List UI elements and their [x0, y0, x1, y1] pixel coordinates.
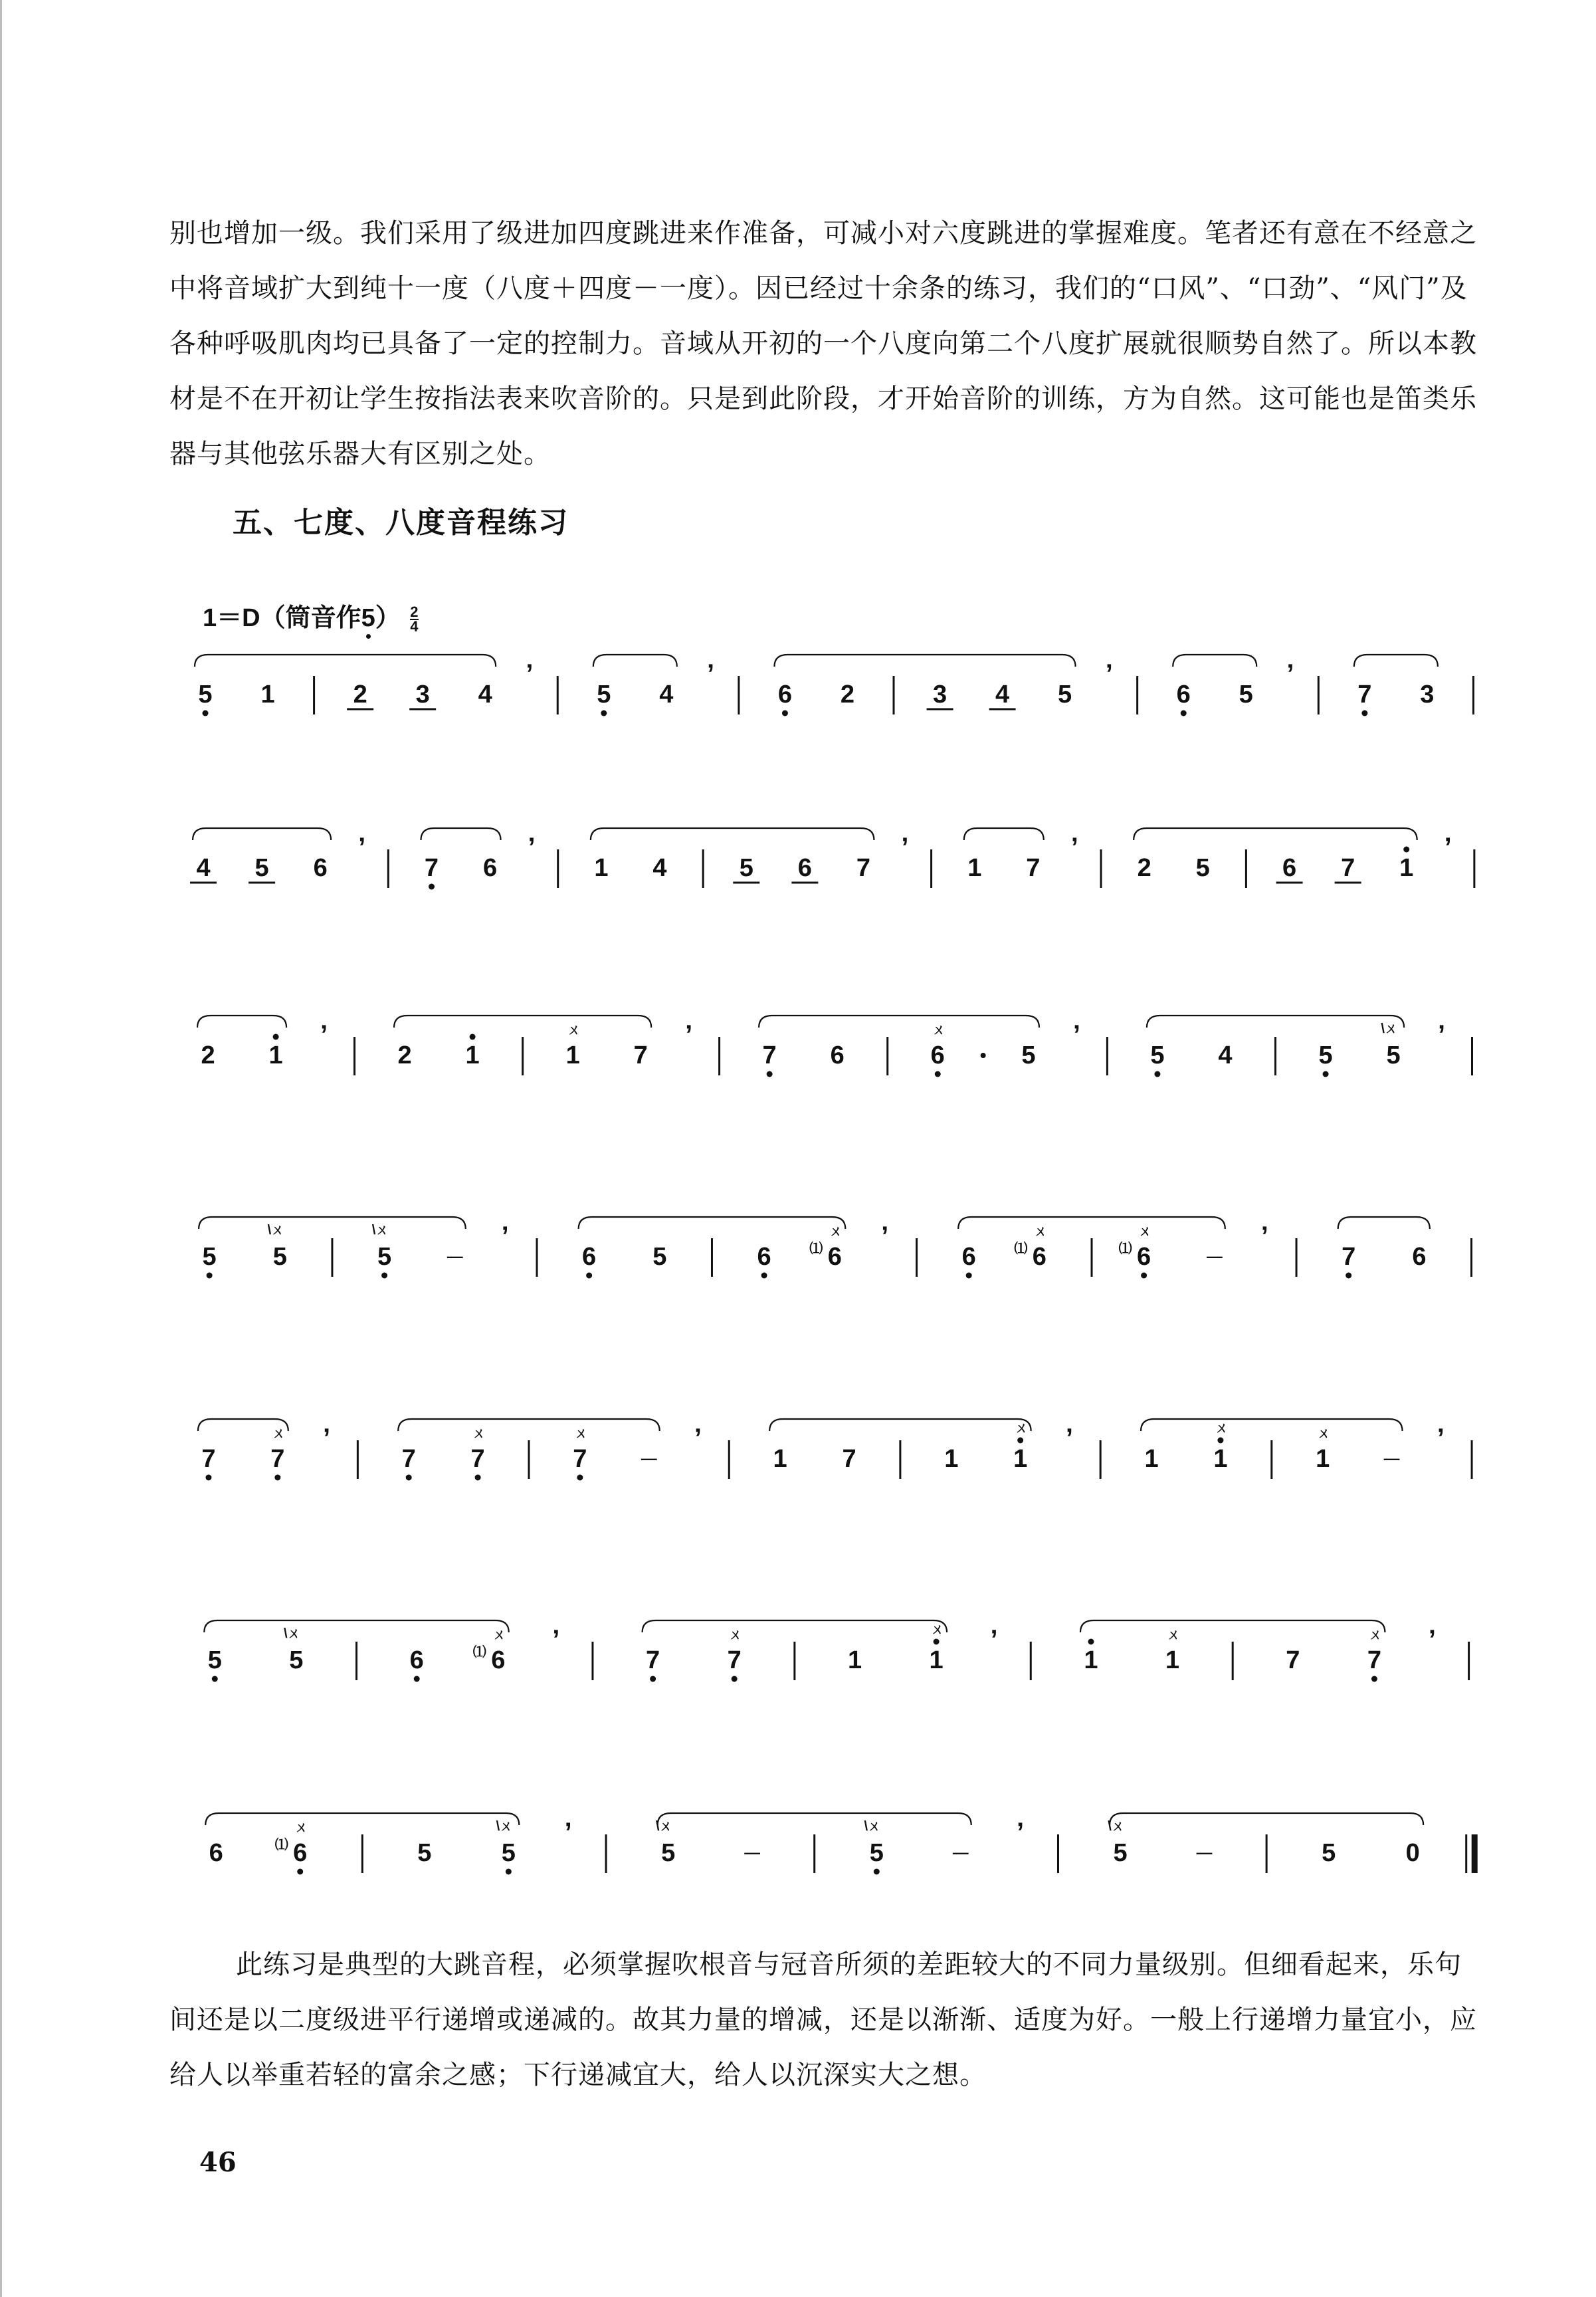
breath-mark: ’ [1072, 1020, 1081, 1049]
phrase-slur [658, 1813, 971, 1825]
low-octave-dot [767, 1071, 773, 1077]
low-octave-dot [207, 1273, 213, 1279]
low-octave-dot [601, 711, 607, 716]
flutter-mark: \ㄨ [496, 1819, 514, 1834]
note-5: 5 [272, 1243, 287, 1271]
sustain-dash: － [1381, 1450, 1402, 1472]
phrase-slur [964, 828, 1044, 840]
time-bottom: 4 [410, 617, 419, 635]
note-6: 6 [491, 1646, 506, 1674]
overblow-mark: ㄨ [829, 1224, 843, 1239]
note-1: 1 [565, 1041, 580, 1069]
phrase-slur [398, 1419, 660, 1431]
overblow-mark: ㄨ [1369, 1628, 1383, 1642]
note-5: 5 [661, 1839, 676, 1867]
note-7: 7 [727, 1646, 742, 1674]
note-3: 3 [933, 681, 948, 709]
note-6: 6 [777, 681, 793, 709]
note-7: 7 [856, 854, 871, 882]
key-close: ） [375, 604, 401, 632]
phrase-slur [394, 1016, 651, 1028]
note-2: 2 [201, 1041, 215, 1069]
phrase-slur [204, 1620, 508, 1632]
breath-mark: ’ [323, 1424, 331, 1453]
note-5: 5 [1386, 1041, 1401, 1069]
note-4: 4 [659, 681, 674, 709]
low-octave-dot [203, 711, 209, 716]
high-octave-dot [1017, 1438, 1023, 1444]
low-octave-dot [475, 1475, 481, 1481]
note-2: 2 [397, 1041, 412, 1069]
breath-mark: ’ [358, 833, 366, 862]
note-7: 7 [424, 854, 439, 882]
note-2: 2 [840, 681, 855, 709]
note-6: 6 [1412, 1243, 1427, 1271]
breath-mark: ’ [1444, 833, 1452, 862]
flutter-mark: \ㄨ [371, 1223, 389, 1238]
breath-mark: ’ [901, 833, 909, 862]
low-octave-dot [381, 1273, 387, 1279]
overblow-mark: ㄨ [567, 1023, 581, 1038]
note-5: 5 [739, 854, 753, 882]
phrase-slur [1080, 1620, 1385, 1632]
sustain-dash: － [742, 1844, 763, 1866]
breath-mark: ’ [1065, 1424, 1073, 1453]
phrase-slur [1338, 1217, 1430, 1229]
note-5: 5 [1021, 1041, 1036, 1069]
low-octave-dot [1154, 1071, 1160, 1077]
note-6: 6 [961, 1243, 976, 1271]
breath-mark: ’ [526, 659, 534, 689]
note-5: 5 [198, 681, 213, 709]
flutter-mark: \ㄨ [267, 1223, 285, 1238]
note-6: 6 [1137, 1243, 1151, 1271]
note-6: 6 [209, 1839, 223, 1867]
note-7: 7 [633, 1041, 648, 1069]
note-5: 5 [289, 1646, 304, 1674]
note-6: 6 [1032, 1243, 1047, 1271]
breath-mark: ’ [1286, 659, 1294, 689]
note-5: 5 [254, 854, 269, 882]
final-bar-thick [1472, 1834, 1478, 1873]
note-7: 7 [762, 1041, 777, 1069]
low-octave-dot [586, 1273, 592, 1279]
note-1: 1 [773, 1445, 787, 1473]
note-6: 6 [797, 854, 812, 882]
note-1: 1 [1084, 1646, 1098, 1674]
note-3: 3 [415, 681, 430, 709]
note-1: 1 [1399, 854, 1414, 882]
breath-mark: ’ [1070, 833, 1078, 862]
note-4: 4 [196, 854, 211, 882]
low-octave-dot [1361, 711, 1367, 716]
low-octave-dot [577, 1475, 583, 1481]
phrase-slur [195, 655, 496, 667]
note-1: 1 [967, 854, 982, 882]
high-octave-dot [1403, 847, 1409, 853]
high-octave-dot [1088, 1639, 1094, 1645]
dotted-rhythm-dot [981, 1053, 986, 1058]
phrase-slur [1141, 1419, 1403, 1431]
note-1: 1 [944, 1445, 959, 1473]
low-octave-dot [782, 711, 788, 716]
note-5: 5 [377, 1243, 392, 1271]
note-7: 7 [1341, 854, 1355, 882]
section-heading: 五、七度、八度音程练习 [233, 506, 569, 540]
low-octave-dot [429, 884, 435, 890]
high-octave-dot [273, 1034, 279, 1040]
breath-mark: ’ [320, 1020, 328, 1049]
overblow-mark: ㄨ [729, 1628, 743, 1642]
note-5: 5 [652, 1243, 667, 1271]
overblow-mark: ㄨ [1317, 1426, 1331, 1441]
note-5: 5 [869, 1839, 884, 1867]
phrase-slur [197, 1016, 286, 1028]
breath-mark: ’ [501, 1222, 509, 1251]
breath-mark: ’ [1016, 1818, 1025, 1847]
note-6: 6 [409, 1646, 424, 1674]
low-octave-dot [761, 1273, 767, 1279]
note-6: 6 [1176, 681, 1191, 709]
note-5: 5 [1113, 1839, 1128, 1867]
low-octave-dot [732, 1676, 738, 1682]
note-7: 7 [842, 1445, 856, 1473]
high-octave-dot [934, 1639, 940, 1645]
phrase-slur [591, 828, 874, 840]
breath-mark: ’ [1260, 1222, 1268, 1251]
phrase-slur [421, 828, 500, 840]
note-6: 6 [582, 1243, 597, 1271]
low-octave-dot [1346, 1273, 1351, 1279]
overblow-mark: ㄨ [294, 1820, 308, 1835]
breath-mark: ’ [552, 1625, 560, 1654]
phrase-slur [1354, 655, 1438, 667]
note-6: 6 [293, 1839, 308, 1867]
sustain-dash: － [1194, 1844, 1215, 1866]
note-1: 1 [594, 854, 609, 882]
low-octave-dot [212, 1676, 218, 1682]
high-octave-dot [470, 1034, 476, 1040]
phrase-slur [579, 1217, 846, 1229]
note-5: 5 [207, 1646, 222, 1674]
note-1: 1 [1316, 1445, 1330, 1473]
note-6: 6 [827, 1243, 842, 1271]
note-4: 4 [995, 681, 1010, 709]
note-1: 1 [1165, 1646, 1180, 1674]
note-4: 4 [478, 681, 492, 709]
overblow-mark: ㄨ [931, 1622, 945, 1637]
sustain-dash: － [639, 1450, 659, 1472]
note-0: 0 [1405, 1839, 1420, 1867]
note-7: 7 [1342, 1243, 1356, 1271]
low-octave-dot [966, 1273, 972, 1279]
phrase-slur [774, 655, 1075, 667]
grace-mark: ⑴ [809, 1242, 823, 1256]
overblow-mark: ㄨ [472, 1426, 486, 1441]
note-7: 7 [1026, 854, 1041, 882]
note-7: 7 [470, 1445, 485, 1473]
page-number: 46 [199, 2147, 237, 2178]
note-4: 4 [652, 854, 667, 882]
phrase-slur [1147, 1016, 1404, 1028]
overblow-mark: ㄨ [1015, 1421, 1029, 1436]
phrase-slur [958, 1217, 1225, 1229]
note-3: 3 [1420, 681, 1435, 709]
grace-mark: ⑴ [472, 1645, 486, 1660]
phrase-slur [205, 1813, 519, 1825]
low-octave-dot [414, 1676, 420, 1682]
breath-mark: ’ [528, 833, 536, 862]
breath-mark: ’ [1438, 1020, 1446, 1049]
breath-mark: ’ [706, 659, 715, 689]
low-octave-dot [650, 1676, 656, 1682]
closing-paragraph: 此练习是典型的大跳音程，必须掌握吹根音与冠音所须的差距较大的不同力量级别。但细看起来，乐句间还是以二度级进平行递增或递减的。故其力量的增减，还是以渐渐、适度为好。一般上行递增力量宜小，应给人以举重若轻的富余之感；下行递减宜大，给人以沉深实大之想。 [169, 1949, 1477, 2090]
breath-mark: ’ [990, 1625, 998, 1654]
note-1: 1 [847, 1646, 862, 1674]
note-1: 1 [929, 1646, 944, 1674]
note-5: 5 [1150, 1041, 1165, 1069]
note-6: 6 [1282, 854, 1297, 882]
note-6: 6 [313, 854, 328, 882]
flutter-mark: \ㄨ [284, 1626, 301, 1641]
note-5: 5 [1318, 1041, 1333, 1069]
note-7: 7 [646, 1646, 660, 1674]
note-5: 5 [202, 1243, 217, 1271]
overblow-mark: ㄨ [574, 1426, 588, 1441]
low-octave-dot [506, 1869, 512, 1875]
note-7: 7 [270, 1445, 285, 1473]
flutter-mark: \ㄨ [655, 1819, 673, 1834]
note-6: 6 [930, 1041, 945, 1069]
note-6: 6 [482, 854, 498, 882]
low-octave-dot [935, 1071, 941, 1077]
note-6: 6 [757, 1243, 771, 1271]
low-octave-dot [297, 1869, 303, 1875]
note-1: 1 [260, 681, 275, 709]
low-octave-dot [1371, 1676, 1377, 1682]
low-octave-dot [1323, 1071, 1329, 1077]
phrase-slur [1134, 828, 1417, 840]
grace-mark: ⑴ [274, 1838, 288, 1852]
sustain-dash: － [1204, 1248, 1225, 1269]
note-7: 7 [201, 1445, 216, 1473]
overblow-mark: ㄨ [1215, 1421, 1229, 1436]
sustain-dash: － [445, 1248, 465, 1269]
overblow-mark: ㄨ [1138, 1224, 1152, 1239]
note-7: 7 [1357, 681, 1372, 709]
overblow-mark: ㄨ [492, 1628, 506, 1642]
breath-mark: ’ [564, 1818, 572, 1847]
intro-paragraph: 别也增加一级。我们采用了级进加四度跳进来作准备，可减小对六度跳进的掌握难度。笔者还有意在不经意之中将音域扩大到纯十一度（八度＋四度－一度）。因已经过十余条的练习，我们的“口风”、“口劲”、“风门”及各种呼吸肌肉均已具备了一定的控制力。音域从开初的一个八度向第二个八度扩展就很顺势自然了。所以本教材是不在开初让学生按指法表来吹音阶的。只是到此阶段，才开始音阶的训练，方为自然。这可能也是笛类乐器与其他弦乐器大有区别之处。 [169, 218, 1477, 469]
phrase-slur [769, 1419, 1031, 1431]
key-label: 1＝D（筒音作 [203, 604, 361, 632]
grace-mark: ⑴ [1118, 1242, 1132, 1256]
note-1: 1 [1144, 1445, 1159, 1473]
low-octave-dot [1141, 1273, 1147, 1279]
phrase-slur [643, 1620, 947, 1632]
overblow-mark: ㄨ [932, 1023, 946, 1038]
breath-mark: ’ [1437, 1424, 1445, 1453]
note-5: 5 [1322, 1839, 1336, 1867]
key-tonic-note: 5 [361, 604, 375, 632]
note-5: 5 [417, 1839, 432, 1867]
note-2: 2 [1137, 854, 1151, 882]
phrase-slur [199, 1217, 466, 1229]
note-5: 5 [501, 1839, 516, 1867]
note-4: 4 [1218, 1041, 1233, 1069]
low-octave-dot [874, 1869, 880, 1875]
breath-mark: ’ [694, 1424, 702, 1453]
overblow-mark: ㄨ [272, 1426, 286, 1441]
phrase-slur [1173, 655, 1256, 667]
note-7: 7 [1286, 1646, 1300, 1674]
note-2: 2 [353, 681, 367, 709]
low-octave-dot [205, 1475, 211, 1481]
breath-mark: ’ [685, 1020, 693, 1049]
note-7: 7 [573, 1445, 587, 1473]
phrase-slur [193, 828, 331, 840]
low-octave-dot [274, 1475, 280, 1481]
note-7: 7 [401, 1445, 416, 1473]
note-5: 5 [1195, 854, 1210, 882]
flutter-mark: \ㄨ [864, 1819, 882, 1834]
phrase-slur [593, 655, 677, 667]
time-top: 2 [410, 603, 419, 620]
low-octave-dot [406, 1475, 412, 1481]
note-5: 5 [1239, 681, 1253, 709]
note-1: 1 [1013, 1445, 1028, 1473]
note-1: 1 [465, 1041, 480, 1069]
note-1: 1 [1213, 1445, 1228, 1473]
overblow-mark: ㄨ [1167, 1628, 1181, 1642]
flutter-mark: \ㄨ [1108, 1819, 1125, 1834]
note-7: 7 [1367, 1646, 1381, 1674]
phrase-slur [759, 1016, 1039, 1028]
high-octave-dot [1217, 1438, 1223, 1444]
phrase-slur [1110, 1813, 1423, 1825]
grace-mark: ⑴ [1014, 1242, 1028, 1256]
sustain-dash: － [950, 1844, 971, 1866]
note-5: 5 [1058, 681, 1072, 709]
note-6: 6 [830, 1041, 845, 1069]
note-5: 5 [597, 681, 611, 709]
overblow-mark: ㄨ [1034, 1224, 1048, 1239]
breath-mark: ’ [1428, 1625, 1437, 1654]
note-1: 1 [268, 1041, 283, 1069]
breath-mark: ’ [881, 1222, 889, 1251]
low-octave-dot [1181, 711, 1187, 716]
flutter-mark: \ㄨ [1381, 1022, 1398, 1036]
breath-mark: ’ [1105, 659, 1113, 689]
